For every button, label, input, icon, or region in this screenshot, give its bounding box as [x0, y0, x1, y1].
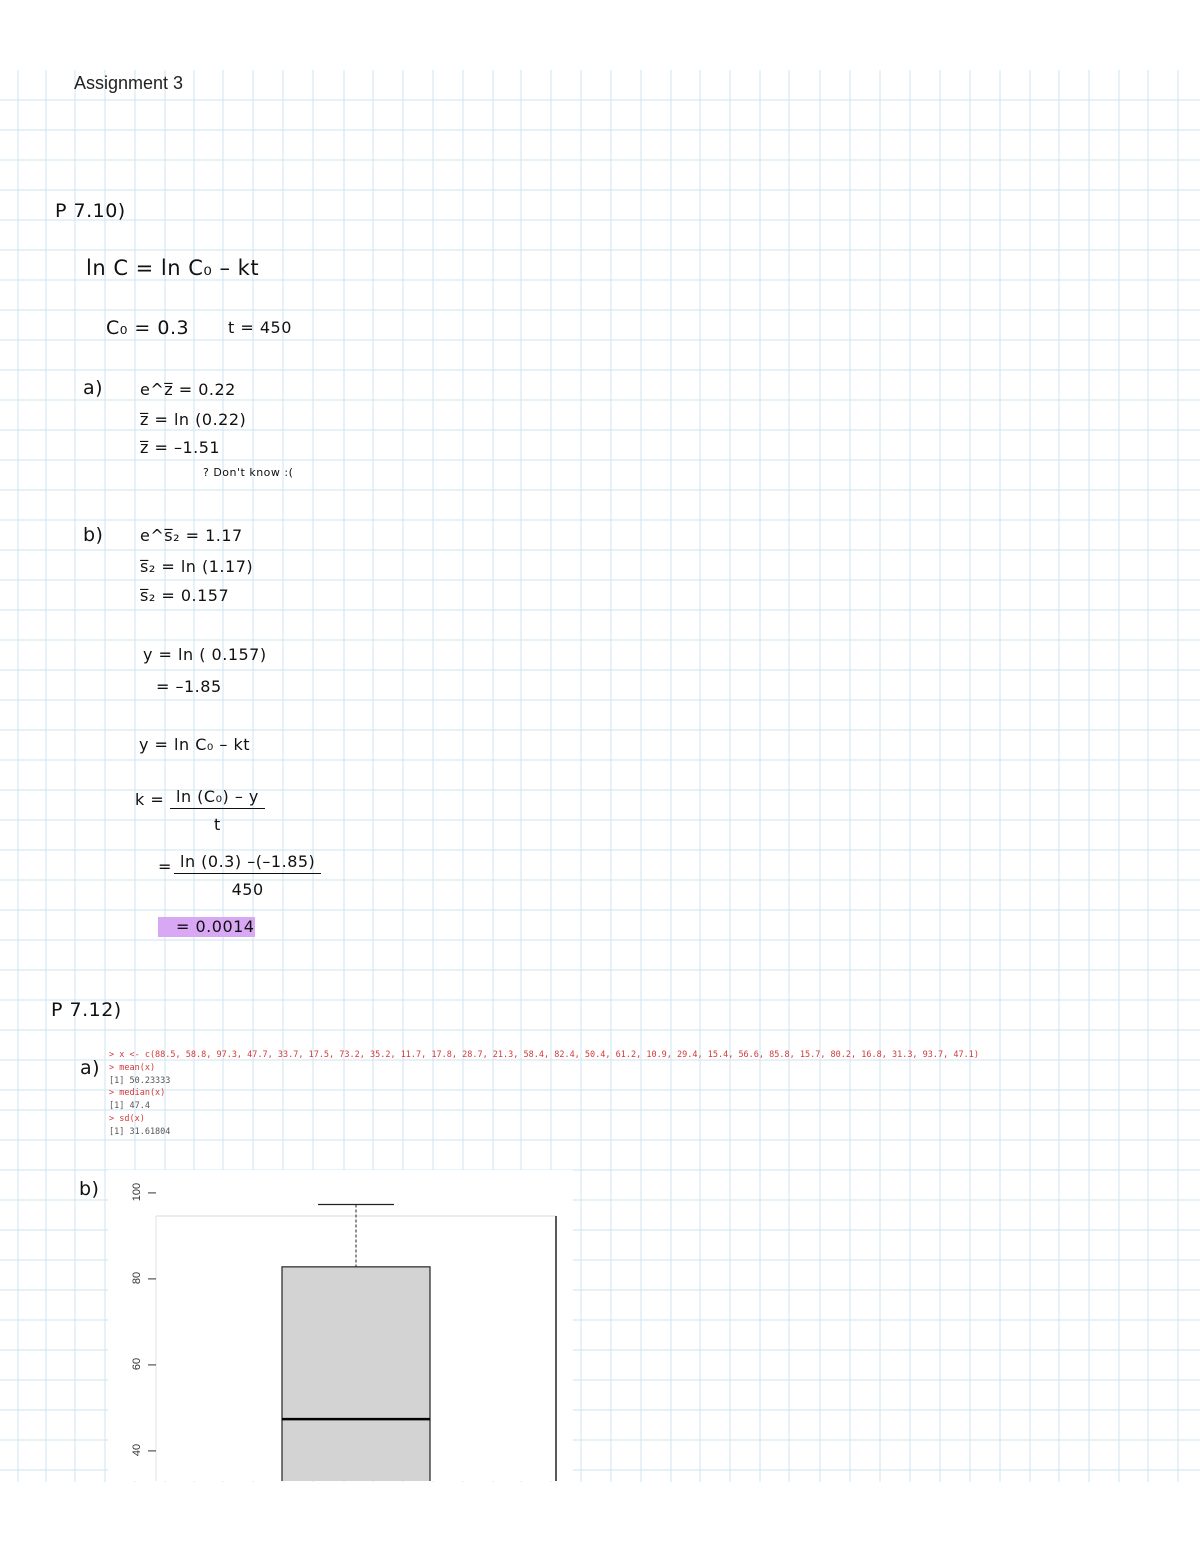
p712-part-b-label: b) [79, 1178, 100, 1200]
y-model: y = ln C₀ – kt [139, 735, 251, 754]
part-a-note: ? Don't know :( [203, 466, 294, 479]
part-a-line-2: z̅ = ln (0.22) [140, 410, 247, 429]
part-a-line-3: z̅ = –1.51 [140, 438, 221, 457]
part-a-label: a) [83, 377, 104, 399]
console-line: [1] 50.23333 [109, 1075, 171, 1086]
k2-numerator: ln (0.3) –(–1.85) [174, 852, 321, 874]
part-a-line-1: e^z̅ = 0.22 [140, 380, 236, 399]
given-c0: C₀ = 0.3 [106, 317, 190, 339]
k-denominator: t [214, 815, 221, 834]
console-line: > sd(x) [109, 1113, 145, 1124]
model-equation: ln C = ln C₀ – kt [86, 256, 260, 280]
part-b-line-2: s̅₂ = ln (1.17) [140, 557, 254, 576]
k-numerator: ln (C₀) – y [170, 787, 265, 809]
highlighted-answer: = 0.0014 [158, 917, 255, 937]
y-line-2: = –1.85 [156, 677, 222, 696]
y-tick-label: 80 [131, 1271, 143, 1285]
r-console-output [109, 1049, 1194, 1139]
y-tick-label: 60 [131, 1357, 143, 1371]
p712-part-a-label: a) [80, 1057, 101, 1079]
part-b-label: b) [83, 524, 104, 546]
problem-label-7-12: P 7.12) [51, 999, 122, 1021]
k2-denominator: 450 [231, 880, 264, 899]
part-b-line-1: e^s̅₂ = 1.17 [140, 526, 243, 545]
problem-label-7-10: P 7.10) [55, 200, 126, 222]
console-line: [1] 47.4 [109, 1101, 150, 1112]
console-line: > x <- c(88.5, 58.8, 97.3, 47.7, 33.7, 17.5, 73.2, 35.2, 11.7, 17.8, 28.7, 21.3, 58.4, 82.4, 50.4, 61.2, 10.9, 29.4, 15.4, 56.6, 85.8, 15.7, 80.2, 16.8, 31.3, 93.7, 47.1) [109, 1050, 979, 1060]
console-line: > mean(x) [109, 1062, 156, 1073]
y-tick-label: 40 [131, 1443, 143, 1457]
k2-equals: = [158, 857, 172, 876]
console-line: [1] 31.61804 [109, 1126, 171, 1137]
given-t: t = 450 [228, 318, 292, 337]
y-line-1: y = ln ( 0.157) [143, 645, 267, 664]
y-tick-label: 100 [131, 1182, 143, 1202]
k-label: k = [135, 790, 165, 809]
k2-fraction [174, 852, 321, 899]
y-tick-labels [108, 1170, 573, 1481]
assignment-title: Assignment 3 [74, 73, 184, 93]
k-fraction [170, 787, 265, 834]
console-line: > median(x) [109, 1088, 166, 1099]
part-b-line-3: s̅₂ = 0.157 [140, 586, 230, 605]
